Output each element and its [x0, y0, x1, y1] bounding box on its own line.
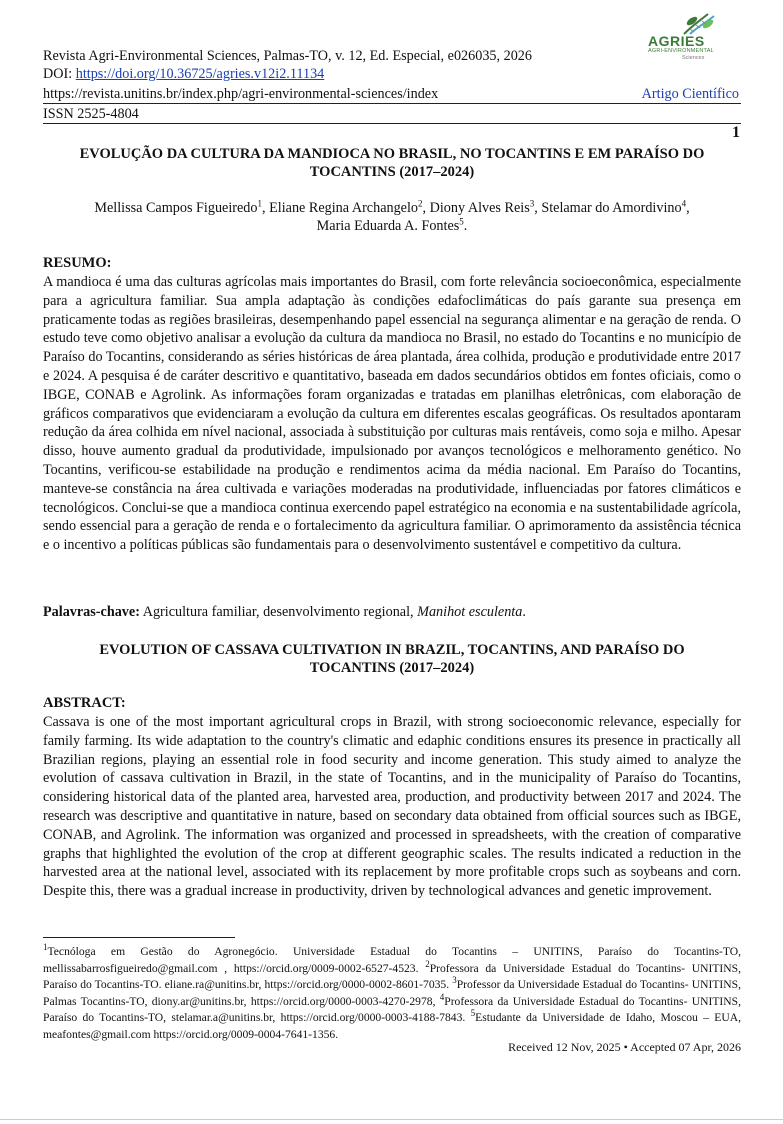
author-footnote-ref: 2 — [418, 198, 423, 209]
footnote-text: Tecnóloga em Gestão do Agronegócio. Universidade Estadual do Tocantins – UNITINS, Paraíso do Tocantins-TO, mellissabarrosfigueiredo@gmail.com , https://orcid.org/0009-0002-6527-4523. — [43, 945, 741, 975]
author-name: Mellissa Campos Figueiredo — [94, 200, 258, 216]
author-footnote-ref: 4 — [681, 198, 687, 209]
footnote-marker: 1 — [43, 942, 48, 953]
author-separator: , — [534, 200, 542, 216]
title-portuguese — [43, 145, 741, 181]
keywords-label: Palavras-chave: — [43, 604, 140, 620]
author-name: Maria Eduarda A. Fontes — [316, 218, 460, 234]
footnote-rule — [43, 937, 235, 938]
title-en-line-2: TOCANTINS (2017–2024) — [309, 660, 475, 676]
keywords-end: . — [522, 604, 526, 620]
footnote-text: Estudante da Universidade de Idaho, Moscou – EUA, meafontes@gmail.com https://orcid.org/0009-0004-7641-1356. — [43, 1011, 741, 1041]
author-list — [43, 199, 741, 235]
author-name: Stelamar do Amordivino — [541, 200, 682, 216]
page-number: 1 — [732, 124, 740, 141]
logo-subtitle: AGRI-ENVIRONMENTAL — [648, 48, 714, 54]
author-separator: , — [686, 200, 690, 216]
abstract-body: Cassava is one of the most important agricultural crops in Brazil, with strong socioeconomic relevance, especially for family farming. Its wide adaptation to the country's climatic and edaphic conditions ensures its presence in practically all Brazilian regions, playing an essential role in food security and income generation. This study aimed to analyze the evolution of cassava cultivation in Brazil, in the state of Tocantins, and in the municipality of Paraíso do Tocantins, considering historical data of the planted area, harvested area, production, and productivity between 2017 and 2024. The research was descriptive and quantitative in nature, based on secondary data obtained from official sources such as IBGE, CONAB, and Agrolink. The information was organized and processed in spreadsheets, with the creation of comparative graphs that highlighted the evolution of the crop at different geographic scales. The results indicated a reduction in the harvested area at the national level, associated with its replacement by more profitable crops such as soybeans and corn. Despite this, there was a gradual increase in productivity, driven by technological advances and genetic improvement. — [43, 714, 741, 900]
author-footnote-ref: 3 — [529, 198, 535, 209]
header-rule — [43, 103, 741, 104]
author-name: Eliane Regina Archangelo — [269, 200, 419, 216]
keywords — [43, 604, 526, 621]
footnote-marker: 4 — [439, 991, 445, 1002]
author-separator: . — [463, 218, 468, 234]
footnote-text: Professora da Universidade Estadual do Tocantins- UNITINS, Paraíso do Tocantins-TO. eliane.ra@unitins.br, https://orcid.org/0000-0002-8601-7035. — [43, 961, 741, 992]
footnotes — [43, 944, 741, 1044]
footnote-text: Professora da Universidade Estadual do Tocantins- UNITINS, Paraíso do Tocantins-TO, stelamar.a@unitins.br, https://orcid.org/0000-0003-4188-7843. — [43, 994, 741, 1025]
doi-label: DOI: — [43, 66, 76, 82]
footnote-marker: 2 — [425, 958, 430, 969]
title-english — [43, 641, 741, 677]
resumo-heading: RESUMO: — [43, 255, 112, 271]
issn-line: ISSN 2525-4804 — [43, 106, 139, 122]
doi-link[interactable]: https://doi.org/10.36725/agries.v12i2.11134 — [75, 66, 325, 82]
author-footnote-ref: 1 — [257, 198, 262, 209]
logo-subtitle-2: Sciences — [682, 55, 705, 61]
footnote-marker: 5 — [470, 1008, 476, 1019]
logo-wordmark: AGRIES — [648, 33, 705, 49]
article-type-label: Artigo Científico — [641, 86, 739, 102]
author-footnote-ref: 5 — [459, 216, 464, 227]
resumo-body: A mandioca é uma das culturas agrícolas mais importantes do Brasil, com forte relevância socioeconômica, especialmente para a agricultura familiar. Sua ampla adaptação às condições edafoclimáticas do país garante sua presença em praticamente todas as regiões brasileiras, desempenhando papel essencial na segurança alimentar e na geração de renda. O estudo teve como objetivo analisar a evolução da cultura da mandioca no Brasil, no estado do Tocantins e no município de Paraíso do Tocantins, considerando as séries históricas de área plantada, área colhida, produção e produtividade entre 2017 e 2024. A pesquisa é de caráter descritivo e quantitativo, baseada em dados secundários obtidos em fontes oficiais, como o IBGE, CONAB e Agrolink. As informações foram organizadas e tratadas em planilhas eletrônicas, com elaboração de gráficos comparativos que evidenciaram a evolução da cultura em diferentes escalas geográficas. Os resultados apontaram redução da área colhida em nível nacional, associada à substituição por culturas mais rentáveis, como soja e milho. Apesar disso, houve aumento gradual da produtividade, impulsionado por avanços tecnológicos e melhoramento genético. No Tocantins, verificou-se estabilidade na produção e rendimentos acima da média nacional. Em Paraíso do Tocantins, manteve-se constância na área cultivada e variações moderadas na produtividade, influenciadas por fatores climáticos e tecnológicos. Conclui-se que a mandioca continua exercendo papel estratégico na economia e na sustentabilidade agrícola, sendo essencial para a geração de renda e o fortalecimento da agricultura familiar. O aprimoramento da assistência técnica e o incentivo a políticas públicas são fundamentais para o desenvolvimento sustentável e competitivo da cultura. — [43, 274, 741, 554]
journal-logo — [640, 10, 752, 62]
footnote-text: Professor da Universidade Estadual do Tocantins- UNITINS, Palmas Tocantins-TO, diony.ar@unitins.br, https://orcid.org/0000-0003-4270-2978, — [43, 978, 741, 1008]
journal-url[interactable]: https://revista.unitins.br/index.php/agri-environmental-sciences/index — [43, 86, 439, 102]
abstract-heading: ABSTRACT: — [43, 695, 126, 711]
author-separator: , — [422, 200, 430, 216]
footnote-marker: 3 — [452, 975, 457, 986]
title-pt-line-1: EVOLUÇÃO DA CULTURA DA MANDIOCA NO BRASIL, NO TOCANTINS E EM PARAÍSO DO — [79, 146, 705, 162]
page-bottom-edge — [0, 1119, 783, 1120]
issn-rule — [43, 123, 741, 124]
doi-line — [43, 66, 324, 83]
keywords-text: Agricultura familiar, desenvolvimento regional, — [139, 604, 418, 620]
keywords-species: Manihot esculenta — [417, 604, 523, 620]
received-accepted-dates: Received 12 Nov, 2025 • Accepted 07 Apr, 2026 — [508, 1040, 741, 1054]
title-en-line-1: EVOLUTION OF CASSAVA CULTIVATION IN BRAZIL, TOCANTINS, AND PARAÍSO DO — [99, 642, 685, 658]
journal-citation-line: Revista Agri-Environmental Sciences, Palmas-TO, v. 12, Ed. Especial, e026035, 2026 — [43, 48, 532, 64]
author-name: Diony Alves Reis — [429, 200, 530, 216]
title-pt-line-2: TOCANTINS (2017–2024) — [309, 164, 475, 180]
author-separator: , — [262, 200, 270, 216]
